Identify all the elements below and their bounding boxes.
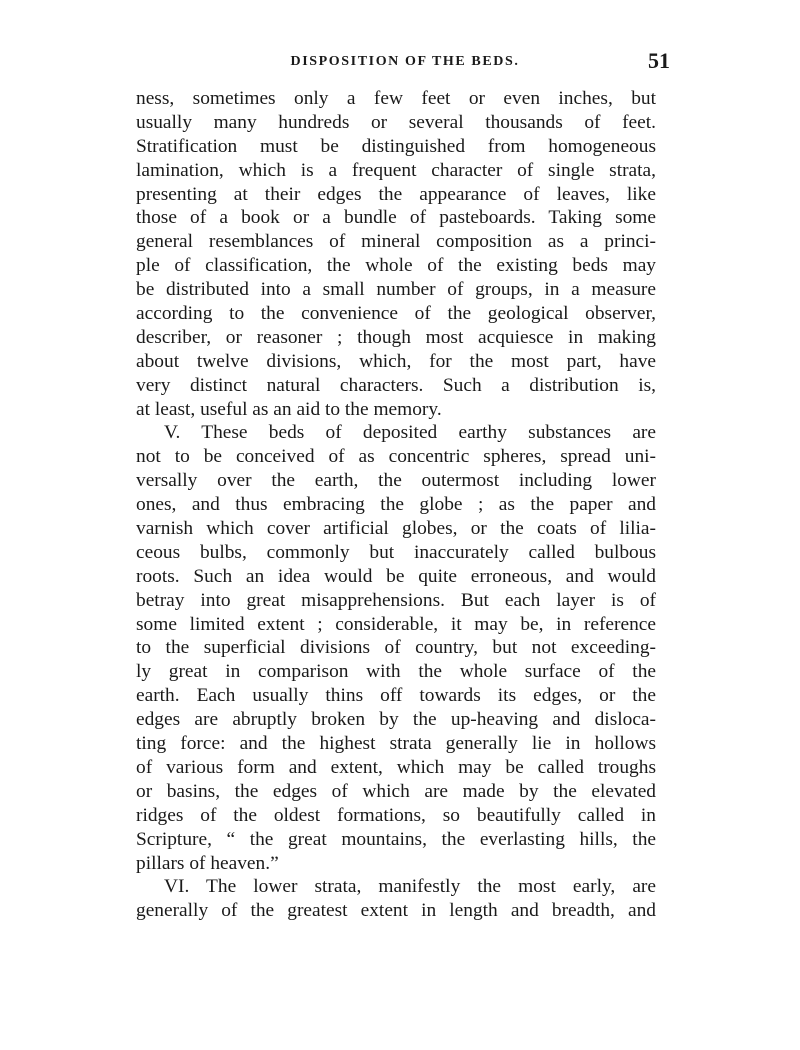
text-line: of various form and extent, which may be called troughs — [136, 756, 656, 778]
text-line: Stratification must be distinguished from homogeneous — [136, 135, 656, 157]
text-line: usually many hundreds or several thousands of feet. — [136, 111, 656, 133]
text-line: VI. The lower strata, manifestly the most early, are — [164, 876, 656, 898]
text-line: varnish which cover artificial globes, or the coats of lilia- — [136, 518, 656, 540]
text-line: ceous bulbs, commonly but inaccurately called bulbous — [136, 541, 656, 563]
text-line: about twelve divisions, which, for the most part, have — [136, 350, 656, 372]
text-line: ones, and thus embracing the globe ; as the paper and — [136, 494, 656, 516]
text-line: versally over the earth, the outermost including lower — [136, 470, 656, 492]
text-line: roots. Such an idea would be quite erroneous, and would — [136, 565, 656, 587]
running-title: DISPOSITION OF THE BEDS. — [290, 54, 520, 69]
text-line: those of a book or a bundle of pasteboards. Taking some — [136, 207, 656, 229]
text-line: ting force: and the highest strata generally lie in hollows — [136, 733, 656, 755]
text-line: earth. Each usually thins off towards its edges, or the — [136, 685, 656, 707]
text-line: to the superficial divisions of country, but not exceeding- — [136, 637, 656, 659]
text-line: be distributed into a small number of groups, in a measure — [136, 279, 656, 301]
text-line: ness, sometimes only a few feet or even inches, but — [136, 88, 656, 109]
text-line: generally of the greatest extent in length and breadth, and — [136, 900, 656, 922]
text-line: edges are abruptly broken by the up-heaving and disloca- — [136, 709, 656, 731]
text-line: Scripture, “ the great mountains, the everlasting hills, the — [136, 828, 656, 850]
text-line: ly great in comparison with the whole surface of the — [136, 661, 656, 683]
text-line: general resemblances of mineral composition as a princi- — [136, 231, 656, 253]
text-line: ple of classification, the whole of the existing beds may — [136, 255, 656, 277]
text-line: ridges of the oldest formations, so beautifully called in — [136, 804, 656, 826]
running-head — [140, 48, 670, 78]
text-line: V. These beds of deposited earthy substances are — [164, 422, 656, 444]
text-line: betray into great misapprehensions. But each layer is of — [136, 589, 656, 611]
text-line: describer, or reasoner ; though most acquiesce in making — [136, 326, 656, 348]
text-line: lamination, which is a frequent character of single strata, — [136, 159, 656, 181]
text-line: or basins, the edges of which are made by the elevated — [136, 780, 656, 802]
text-line: some limited extent ; considerable, it may be, in reference — [136, 613, 656, 635]
text-line: pillars of heaven.” — [136, 852, 279, 874]
text-line: according to the convenience of the geological observer, — [136, 303, 656, 325]
text-line: very distinct natural characters. Such a distribution is, — [136, 374, 656, 396]
text-line: not to be conceived of as concentric spheres, spread uni- — [136, 446, 656, 468]
text-line: presenting at their edges the appearance of leaves, like — [136, 183, 656, 205]
text-line: at least, useful as an aid to the memory. — [136, 398, 442, 420]
page-number: 51 — [648, 48, 670, 73]
body-text — [136, 87, 656, 923]
